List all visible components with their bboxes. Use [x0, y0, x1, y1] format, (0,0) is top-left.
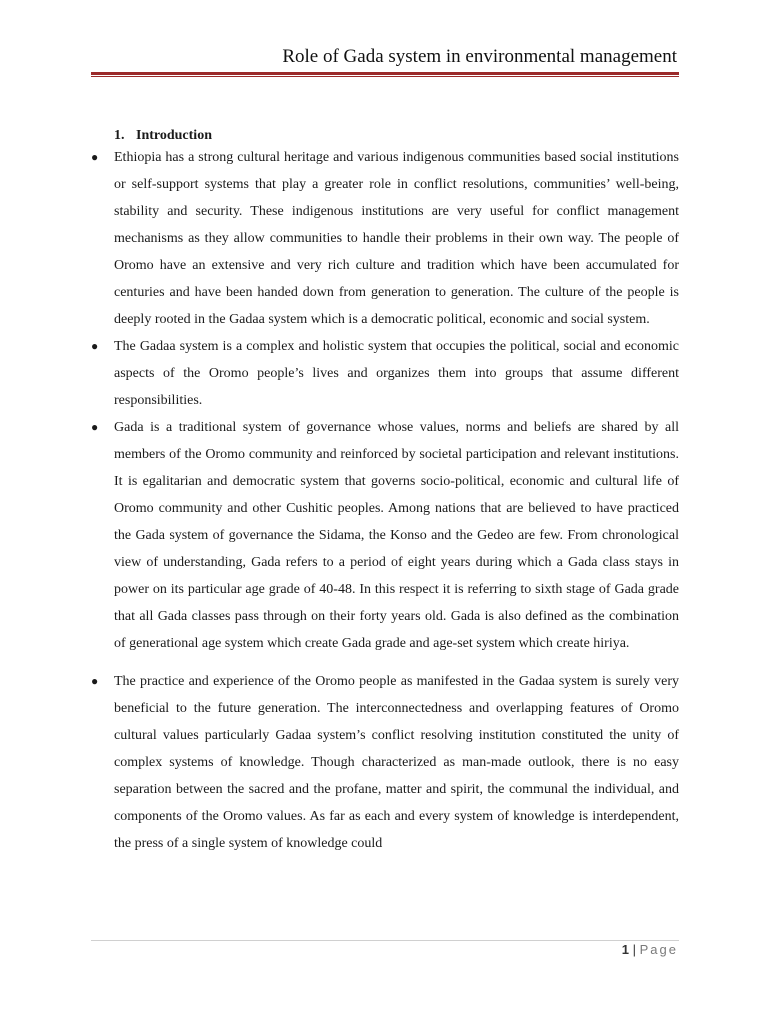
page-label: Page [639, 942, 678, 957]
section-heading [114, 127, 679, 144]
bullet-item [91, 668, 679, 857]
bullet-item [91, 333, 679, 414]
body-content [91, 127, 679, 857]
bullet-text: Gada is a traditional system of governance whose values, norms and beliefs are shared by all members of the Oromo community and reinforced by societal participation and relevant institutions. It is egalitarian and democratic system that governs socio-political, economic and cultural life of Oromo community and other Cushitic peoples. Among nations that are believed to have practiced the Gada system of governance the Sidama, the Konso and the Gedeo are few. From chronological view of understanding, Gada refers to a period of eight years during which a Gada class stays in power on its particular age grade of 40-48. In this respect it is referring to sixth stage of Gada grade that all Gada classes pass through on their forty years old. Gada is also defined as the combination of generational age system which create Gada grade and age-set system which create hiriya. [114, 420, 679, 651]
bullet-list [91, 144, 679, 857]
header-rule-thick [91, 72, 679, 75]
bullet-item [91, 144, 679, 333]
bullet-icon: ● [91, 339, 99, 353]
bullet-text: The practice and experience of the Oromo people as manifested in the Gadaa system is surely very beneficial to the future generation. The interconnectedness and overlapping features of Oromo cultural values particularly Gadaa system’s conflict resolving institution constituted the unity of complex systems of knowledge. Though characterized as man-made outlook, there is no easy separation between the sacred and the profane, matter and spirit, the communal the individual, and components of the Oromo values. As far as each and every system of knowledge is interdependent, the press of a single system of knowledge could [114, 674, 679, 851]
footer-rule [91, 940, 679, 941]
header-rule-thin [91, 76, 679, 77]
bullet-icon: ● [91, 150, 99, 164]
page-number: 1 [621, 942, 629, 957]
section-title: Introduction [136, 128, 212, 143]
bullet-icon: ● [91, 420, 99, 434]
page-separator: | [632, 942, 636, 957]
bullet-text: Ethiopia has a strong cultural heritage and various indigenous communities based social institutions or self-support systems that play a greater role in conflict resolutions, communities’ well-being, stability and security. These indigenous institutions are very useful for conflict management mechanisms as they allow communities to handle their problems in their own way. The people of Oromo have an extensive and very rich culture and tradition which have been accumulated for centuries and have been handed down from generation to generation. The culture of the people is deeply rooted in the Gadaa system which is a democratic political, economic and social system. [114, 150, 679, 327]
running-header-title: Role of Gada system in environmental management [282, 46, 677, 67]
page-footer [622, 942, 678, 957]
bullet-icon: ● [91, 674, 99, 688]
bullet-text: The Gadaa system is a complex and holistic system that occupies the political, social and economic aspects of the Oromo people’s lives and organizes them into groups that assume different responsibilities. [114, 339, 679, 408]
section-number: 1. [114, 128, 125, 143]
bullet-item [91, 414, 679, 657]
